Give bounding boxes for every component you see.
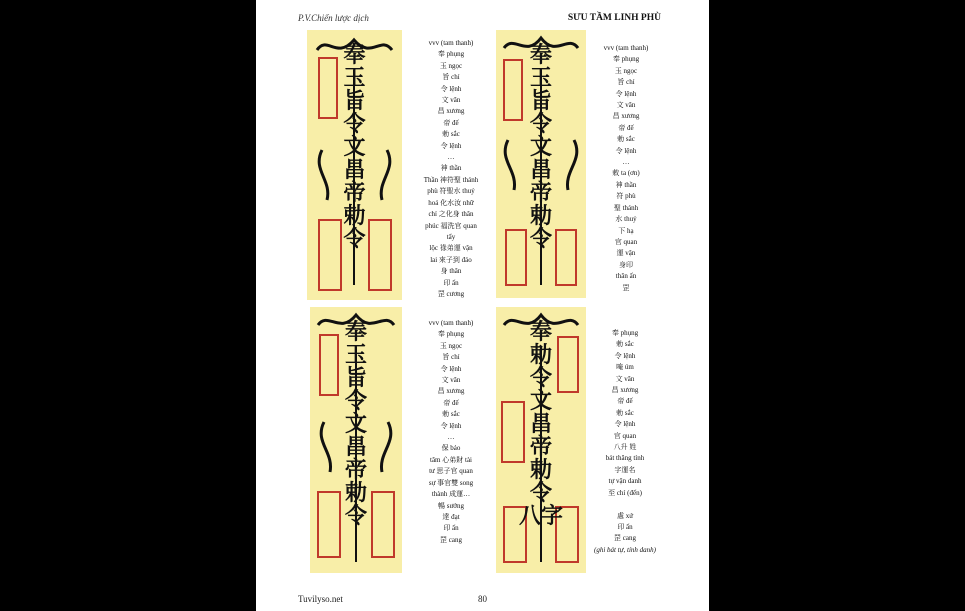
header-title: SƯU TẦM LINH PHÙ (567, 13, 661, 23)
annotation-line: hoá 化水汝 nhữ (428, 198, 474, 207)
annotation-column (406, 38, 496, 300)
annotation-line: 勅 sắc (616, 340, 634, 349)
annotation-line: 奉 phụng (437, 50, 465, 59)
annotation-line: tự vận danh (608, 477, 642, 486)
talisman-glyphs: 奉 勅 令 文 昌 帝 勅 令 八字 (518, 319, 563, 529)
annotation-line: 昌 xương (437, 107, 465, 116)
annotation-line: lộc 祿弟運 vận (429, 244, 473, 253)
annotation-line: 印 ấn (443, 524, 459, 533)
annotation-line: 玉 ngọc (439, 61, 463, 70)
annotation-line: 昌 xương (437, 387, 465, 396)
annotation-line: 勅 sắc (442, 410, 460, 419)
annotation-line: 玉 ngọc (614, 66, 638, 75)
annotation-line: 罡 cương (437, 289, 465, 298)
annotation-line: 官 quan (614, 237, 638, 246)
talisman-glyphs: 奉 玉 旨 令 文 昌 帝 勅 令 (529, 42, 552, 252)
annotation-line: 令 lệnh (615, 89, 637, 98)
annotation-line: tâm 心弟財 tài (430, 455, 472, 464)
annotation-line: 勅 sắc (617, 135, 635, 144)
annotation-line: 暢 sướng (438, 501, 464, 510)
annotation-line: tẩy (446, 232, 456, 241)
annotation-line: 八升 姓 (613, 443, 637, 452)
annotation-line: 神 thần (615, 180, 637, 189)
annotation-line: 字運名 (614, 465, 636, 474)
annotation-line: 勅 sắc (442, 130, 460, 139)
annotation-column (578, 328, 672, 556)
annotation-line: phúc 福洗官 quan (425, 221, 477, 230)
annotation-line: 至 chí (đến) (608, 488, 642, 497)
annotation-line: 昌 xương (612, 112, 640, 121)
page-number: 80 (478, 594, 487, 604)
document-page (256, 0, 709, 611)
annotation-line: 罡 (622, 283, 630, 292)
annotation-line: 奉 phụng (437, 330, 465, 339)
annotation-line: phù 符聖水 thuỷ (427, 187, 475, 196)
annotation-line: (ghi bát tự, tính danh) (594, 545, 656, 554)
annotation-line: 令 lệnh (615, 146, 637, 155)
annotation-line: 帝 đế (617, 397, 633, 406)
annotation-line: 身 thân (440, 267, 462, 276)
annotation-line: bát thăng tính (605, 454, 645, 463)
annotation-line: 保 bảo (441, 444, 461, 453)
annotation-line: 身印 (619, 260, 633, 269)
talisman-image (307, 30, 402, 300)
annotation-line: 勅 sắc (616, 408, 634, 417)
annotation-line: 文 văn (615, 374, 635, 383)
annotation-line: 唵 úm (616, 363, 634, 372)
annotation-line: … (447, 153, 455, 162)
annotation-line: 水 thuỷ (615, 215, 637, 224)
annotation-line: 處 xứ (616, 511, 634, 520)
annotation-line: vvv (tam thanh) (603, 44, 649, 52)
annotation-line: 令 lệnh (440, 84, 462, 93)
annotation-line: 官 quan (613, 431, 637, 440)
annotation-line: 旨 chỉ (442, 73, 460, 82)
annotation-line: 符 phù (616, 192, 636, 201)
annotation-line: 運 vận (616, 249, 636, 258)
annotation-line: vvv (tam thanh) (428, 319, 474, 327)
annotation-line: … (622, 158, 630, 167)
annotation-line: 文 văn (616, 101, 636, 110)
annotation-line: 文 văn (441, 376, 461, 385)
talisman-image (496, 30, 586, 298)
talisman-glyphs: 奉 玉 旨 令 文 昌 帝 勅 令 (344, 319, 367, 529)
annotation-line: tư 思子官 quan (429, 467, 473, 476)
annotation-line: 敕 ta (ơn) (612, 169, 640, 178)
annotation-line: 聖 thánh (613, 203, 639, 212)
annotation-line: 令 lệnh (440, 421, 462, 430)
annotation-line: 神 thần (440, 164, 462, 173)
annotation-line: 罡 cang (440, 535, 462, 544)
annotation-line: thân ấn (615, 272, 637, 281)
annotation-line: 達 đạt (442, 512, 460, 521)
annotation-line: 文 văn (441, 96, 461, 105)
annotation-line: 玉 ngọc (439, 341, 463, 350)
annotation-line: 印 ấn (617, 522, 633, 531)
annotation-line: chỉ 之化身 thân (428, 210, 474, 219)
annotation-line: Thần 神符聖 thánh (423, 175, 479, 184)
annotation-line: 令 lệnh (440, 364, 462, 373)
annotation-line: 印 ấn (443, 278, 459, 287)
annotation-line: lai 來子到 đáo (430, 255, 472, 264)
annotation-line: 奉 phụng (611, 329, 639, 337)
annotation-line: 昌 xương (611, 386, 639, 395)
footer-site: Tuvilyso.net (298, 594, 343, 604)
annotation-line: 旨 chỉ (617, 78, 635, 87)
talisman-image (496, 307, 586, 573)
annotation-column (591, 43, 661, 294)
annotation-line: 旨 chỉ (442, 353, 460, 362)
annotation-column (406, 318, 496, 546)
annotation-line: thành 成運… (431, 490, 471, 499)
talisman-glyphs: 奉 玉 旨 令 文 昌 帝 勅 令 (343, 42, 366, 252)
annotation-line (578, 499, 672, 510)
annotation-line: vvv (tam thanh) (428, 39, 474, 47)
header-translator: P.V.Chiến lược dịch (298, 13, 369, 23)
annotation-line: sự 事官雙 song (428, 478, 474, 487)
annotation-line: 令 lệnh (614, 420, 636, 429)
annotation-line: 帝 đế (443, 398, 459, 407)
annotation-line: 下 hạ (618, 226, 634, 235)
annotation-line: … (447, 433, 455, 442)
annotation-line: 帝 đế (618, 123, 634, 132)
annotation-line: 令 lệnh (440, 141, 462, 150)
annotation-line: 令 lệnh (614, 351, 636, 360)
talisman-image (310, 307, 402, 573)
annotation-line: 奉 phụng (612, 55, 640, 64)
annotation-line: 帝 đế (443, 118, 459, 127)
annotation-line: 罡 cang (614, 534, 636, 543)
